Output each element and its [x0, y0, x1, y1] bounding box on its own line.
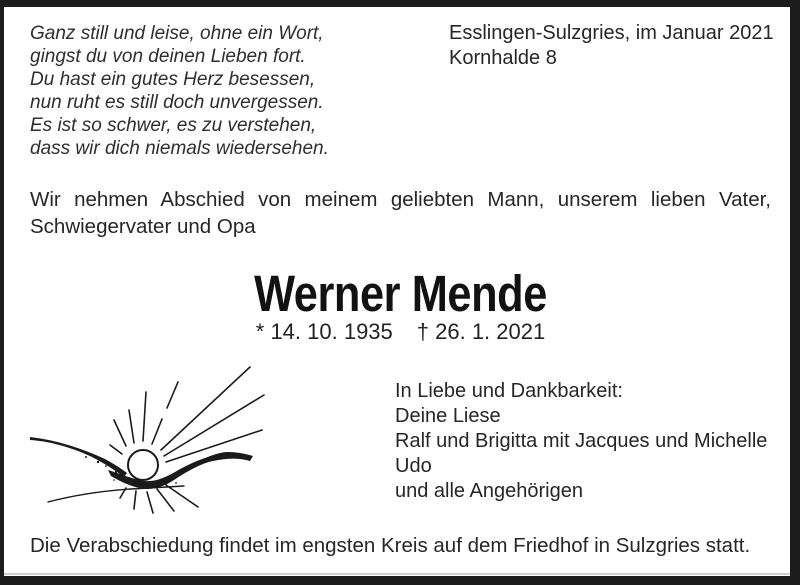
mourners-line: Udo	[395, 455, 432, 477]
memorial-poem	[30, 22, 329, 160]
frame-border-top	[0, 0, 800, 7]
poem-line: gingst du von deinen Lieben fort.	[30, 46, 306, 67]
frame-border-bottom	[0, 576, 800, 585]
mourners-block	[395, 379, 767, 504]
place-date-line: Esslingen-Sulzgries, im Januar 2021	[449, 22, 774, 44]
frame-border-right	[790, 0, 800, 585]
poem-line: dass wir dich niemals wiedersehen.	[30, 138, 329, 159]
poem-line: Es ist so schwer, es zu verstehen,	[30, 115, 317, 136]
poem-line: Du hast ein gutes Herz besessen,	[30, 69, 316, 90]
birth-date: * 14. 10. 1935	[255, 319, 393, 344]
announcement-paragraph	[30, 186, 771, 240]
sunrise-over-hills-sketch-icon	[26, 362, 276, 517]
address-line: Kornhalde 8	[449, 47, 557, 69]
mourners-line: In Liebe und Dankbarkeit:	[395, 380, 623, 402]
poem-line: Ganz still und leise, ohne ein Wort,	[30, 23, 324, 44]
frame-shadow-line	[4, 573, 790, 575]
death-date: † 26. 1. 2021	[416, 319, 546, 344]
mourners-line: Ralf und Brigitta mit Jacques und Michelle	[395, 430, 768, 452]
dateline	[449, 21, 774, 71]
announcement-line-2: Schwiegervater und Opa	[30, 215, 256, 238]
life-dates	[30, 319, 771, 345]
mourners-line: Deine Liese	[395, 405, 501, 427]
poem-line: nun ruht es still doch unvergessen.	[30, 92, 324, 113]
deceased-name: Werner Mende	[254, 265, 547, 322]
frame-border-left	[0, 0, 4, 585]
farewell-note: Die Verabschiedung findet im engsten Kreis auf dem Friedhof in Sulzgries statt.	[30, 534, 751, 557]
sun-icon	[128, 450, 158, 480]
mourners-line: und alle Angehörigen	[395, 480, 583, 502]
left-hill-stroke	[30, 437, 127, 477]
announcement-line-1: Wir nehmen Abschied von meinem geliebten Mann, unserem lieben Vater,	[30, 188, 771, 211]
